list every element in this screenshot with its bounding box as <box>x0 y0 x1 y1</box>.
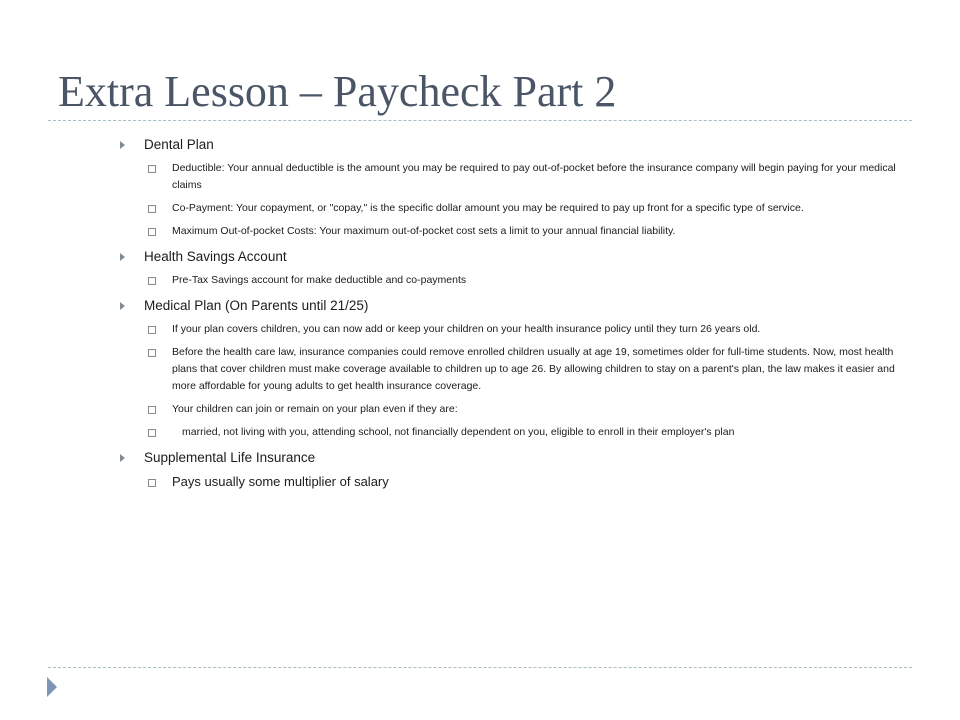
section-heading-text: Dental Plan <box>144 137 214 152</box>
list-item-salary-multiplier <box>118 473 904 491</box>
section-heading-health-savings-account <box>118 248 904 266</box>
list-item-text: Deductible: Your annual deductible is the amount you may be required to pay out-of-pocket before the insurance company will begin paying for your medical claims <box>172 162 896 191</box>
list-item-text: Co-Payment: Your copayment, or "copay," is the specific dollar amount you may be required to pay up front for a specific type of service. <box>172 202 804 214</box>
list-item-pre-tax-savings <box>118 272 904 289</box>
square-bullet-icon <box>148 277 156 285</box>
list-item-children-eligibility <box>118 401 904 418</box>
list-item-max-out-of-pocket <box>118 223 904 240</box>
list-item-text: Pays usually some multiplier of salary <box>172 474 389 489</box>
slide-nav-arrow-shape <box>47 677 57 697</box>
list-item-text: married, not living with you, attending school, not financially dependent on you, eligible to enroll in their employer's plan <box>182 426 735 438</box>
section-heading-text: Supplemental Life Insurance <box>144 450 316 465</box>
list-item-deductible <box>118 160 904 194</box>
bottom-divider <box>48 667 912 668</box>
square-bullet-icon <box>148 205 156 213</box>
list-item-text: Your children can join or remain on your plan even if they are: <box>172 403 458 415</box>
section-heading-text: Medical Plan (On Parents until 21/25) <box>144 298 369 313</box>
slide-title: Extra Lesson – Paycheck Part 2 <box>58 67 617 116</box>
top-divider <box>48 120 912 121</box>
section-heading-medical-plan <box>118 297 904 315</box>
section-heading-supplemental-life-insurance <box>118 449 904 467</box>
list-item-text: Maximum Out-of-pocket Costs: Your maximum out-of-pocket cost sets a limit to your annual financial liability. <box>172 225 676 237</box>
square-bullet-icon <box>148 349 156 357</box>
square-bullet-icon <box>148 479 156 487</box>
list-item-text: Pre-Tax Savings account for make deductible and co-payments <box>172 274 467 286</box>
list-item-text: Before the health care law, insurance companies could remove enrolled children usually at age 19, sometimes older for full-time students. Now, most health plans that cover children must make coverage available to children up to age 26. By allowing children to stay on a parent's plan, the law makes it easier and more affordable for young adults to get health insurance coverage. <box>172 346 895 392</box>
square-bullet-icon <box>148 165 156 173</box>
square-bullet-icon <box>148 228 156 236</box>
section-heading-dental-plan <box>118 136 904 154</box>
list-item-text: If your plan covers children, you can now add or keep your children on your health insurance policy until they turn 26 years old. <box>172 323 761 335</box>
triangle-bullet-icon <box>120 141 125 149</box>
square-bullet-icon <box>148 429 156 437</box>
triangle-bullet-icon <box>120 302 125 310</box>
triangle-bullet-icon <box>120 253 125 261</box>
list-item-copayment <box>118 200 904 217</box>
square-bullet-icon <box>148 406 156 414</box>
slide-nav-arrow-icon[interactable] <box>46 676 58 698</box>
square-bullet-icon <box>148 326 156 334</box>
list-item-health-care-law <box>118 344 904 395</box>
list-item-eligibility-conditions <box>118 424 904 441</box>
slide-content <box>118 136 904 497</box>
section-heading-text: Health Savings Account <box>144 249 287 264</box>
triangle-bullet-icon <box>120 454 125 462</box>
list-item-children-coverage <box>118 321 904 338</box>
